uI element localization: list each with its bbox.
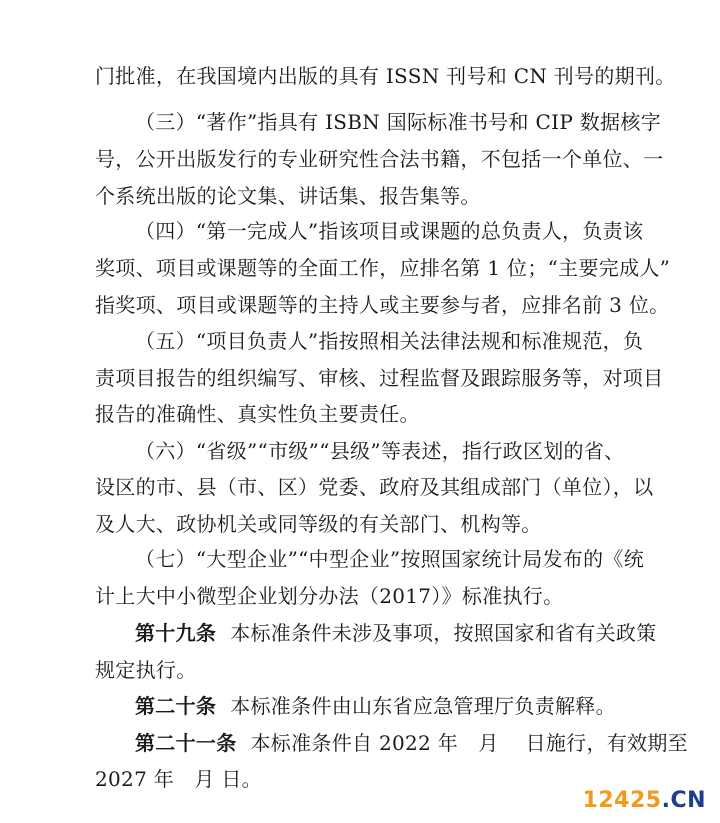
text-line: 号，公开出版发行的专业研究性合法书籍，不包括一个单位、一 <box>95 147 664 171</box>
text-line: （三）“著作”指具有 ISBN 国际标准书号和 CIP 数据核字 <box>135 110 661 134</box>
article-21-line <box>135 725 720 761</box>
text-line: 个系统出版的论文集、讲话集、报告集等。 <box>95 184 481 208</box>
watermark-number: 12425 <box>582 788 662 813</box>
article-20-line <box>135 688 720 724</box>
text-line: （七）“大型企业”“中型企业”按照国家统计局发布的《统 <box>135 547 644 571</box>
article-19-line <box>135 615 720 651</box>
text-line: 责项目报告的组织编写、审核、过程监督及跟踪服务等，对项目 <box>95 366 664 390</box>
watermark-suffix: CN <box>670 788 706 813</box>
article-21-label: 第二十一条 <box>135 731 237 755</box>
text-line: 奖项、项目或课题等的全面工作，应排名第 1 位；“主要完成人” <box>95 256 671 280</box>
text-line: （四）“第一完成人”指该项目或课题的总负责人，负责该 <box>135 219 644 243</box>
article-19-label: 第十九条 <box>135 621 217 645</box>
text-line: 及人大、政协机关或同等级的有关部门、机构等。 <box>95 512 542 536</box>
text-line: 计上大中小微型企业划分办法（2017）》标准执行。 <box>95 584 564 608</box>
site-watermark <box>583 788 706 813</box>
text-line: （五）“项目负责人”指按照相关法律法规和标准规范，负 <box>135 329 644 353</box>
text-line: 门批准，在我国境内出版的具有 ISSN 刊号和 CN 刊号的期刊。 <box>95 64 676 88</box>
article-19-text: 本标准条件未涉及事项，按照国家和省有关政策 <box>230 621 657 645</box>
text-line: （六）“省级”“市级”“县级”等表述，指行政区划的省、 <box>135 439 625 463</box>
text-line: 2027 年 月 日。 <box>95 767 262 791</box>
text-line: 指奖项、项目或课题等的主持人或主要参与者，应排名前 3 位。 <box>95 293 670 317</box>
text-line: 报告的准确性、真实性负主要责任。 <box>95 402 420 426</box>
text-line: 规定执行。 <box>95 658 197 682</box>
article-20-text: 本标准条件由山东省应急管理厅负责解释。 <box>230 694 616 718</box>
text-line: 设区的市、县（市、区）党委、政府及其组成部门（单位），以 <box>95 475 654 499</box>
article-20-label: 第二十条 <box>135 694 217 718</box>
article-21-text: 本标准条件自 2022 年 月 日施行，有效期至 <box>250 731 688 755</box>
watermark-dot: . <box>661 788 671 813</box>
